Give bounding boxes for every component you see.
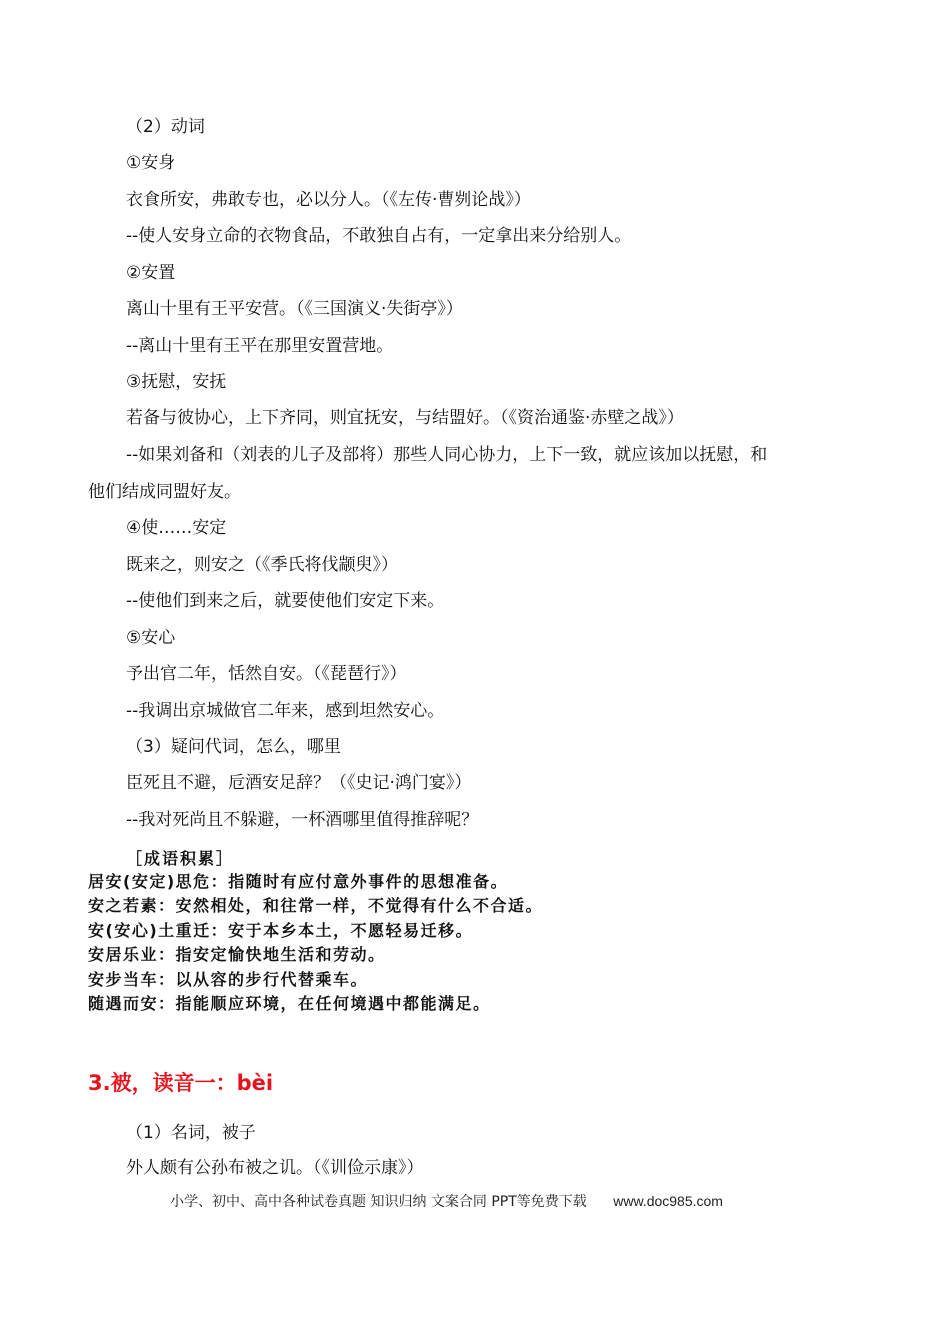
subsection-verb: （2）动词 xyxy=(126,117,205,137)
sense-an-zhi: ②安置 xyxy=(126,263,176,283)
idiom-section-title: ［成语积累］ xyxy=(126,849,235,868)
sense-shi-an-ding: ④使……安定 xyxy=(126,518,227,538)
sense-fu-wei: ③抚慰，安抚 xyxy=(126,372,227,392)
footer-text: 小学、初中、高中各种试卷真题 知识归纳 文案合同 PPT等免费下载 xyxy=(170,1194,587,1210)
sense-an-xin: ⑤安心 xyxy=(126,628,176,648)
idiom-entry: 安(安心)土重迁：安于本乡本土，不愿轻易迁移。 xyxy=(88,921,474,940)
idiom-entry: 安步当车：以从容的步行代替乘车。 xyxy=(88,970,369,989)
sense-an-shen: ①安身 xyxy=(126,153,176,173)
example-translation: --我调出京城做官二年来，感到坦然安心。 xyxy=(126,701,445,721)
example-quote: 若备与彼协心，上下齐同，则宜抚安，与结盟好。（《资治通鉴·赤壁之战》） xyxy=(126,408,684,428)
example-quote: 外人颇有公孙布被之讥。（《训俭示康》） xyxy=(126,1158,424,1178)
example-quote: 予出官二年，恬然自安。（《琵琶行》） xyxy=(126,664,407,684)
example-quote: 臣死且不避，卮酒安足辞？（《史记·鸿门宴》） xyxy=(126,773,472,793)
example-quote: 离山十里有王平安营。（《三国演义·失街亭》） xyxy=(126,299,463,319)
example-translation: --我对死尚且不躲避，一杯酒哪里值得推辞呢？ xyxy=(126,810,479,830)
example-quote: 衣食所安，弗敢专也，必以分人。（《左传·曹刿论战》） xyxy=(126,190,531,210)
idiom-entry: 随遇而安：指能顺应环境，在任何境遇中都能满足。 xyxy=(88,994,491,1013)
subsection-noun: （1）名词，被子 xyxy=(126,1123,256,1143)
example-quote: 既来之，则安之（《季氏将伐颛臾》） xyxy=(126,555,398,575)
section-heading: 3.被，读音一：bèi xyxy=(88,1071,274,1095)
subsection-pronoun: （3）疑问代词，怎么，哪里 xyxy=(126,737,341,757)
example-translation: --使他们到来之后，就要使他们安定下来。 xyxy=(126,591,445,611)
example-translation-continued: 他们结成同盟好友。 xyxy=(88,482,241,502)
example-translation: --如果刘备和（刘表的儿子及部将）那些人同心协力，上下一致，就应该加以抚慰，和 xyxy=(126,445,768,465)
example-translation: --使人安身立命的衣物食品，不敢独自占有，一定拿出来分给别人。 xyxy=(126,226,632,246)
example-translation: --离山十里有王平在那里安置营地。 xyxy=(126,336,394,356)
idiom-entry: 安之若素：安然相处，和往常一样，不觉得有什么不合适。 xyxy=(88,896,544,915)
footer-link[interactable]: www.doc985.com xyxy=(613,1193,723,1209)
page-footer xyxy=(170,1191,723,1211)
idiom-entry: 安居乐业：指安定愉快地生活和劳动。 xyxy=(88,945,386,964)
idiom-entry: 居安(安定)思危：指随时有应付意外事件的思想准备。 xyxy=(88,872,509,891)
